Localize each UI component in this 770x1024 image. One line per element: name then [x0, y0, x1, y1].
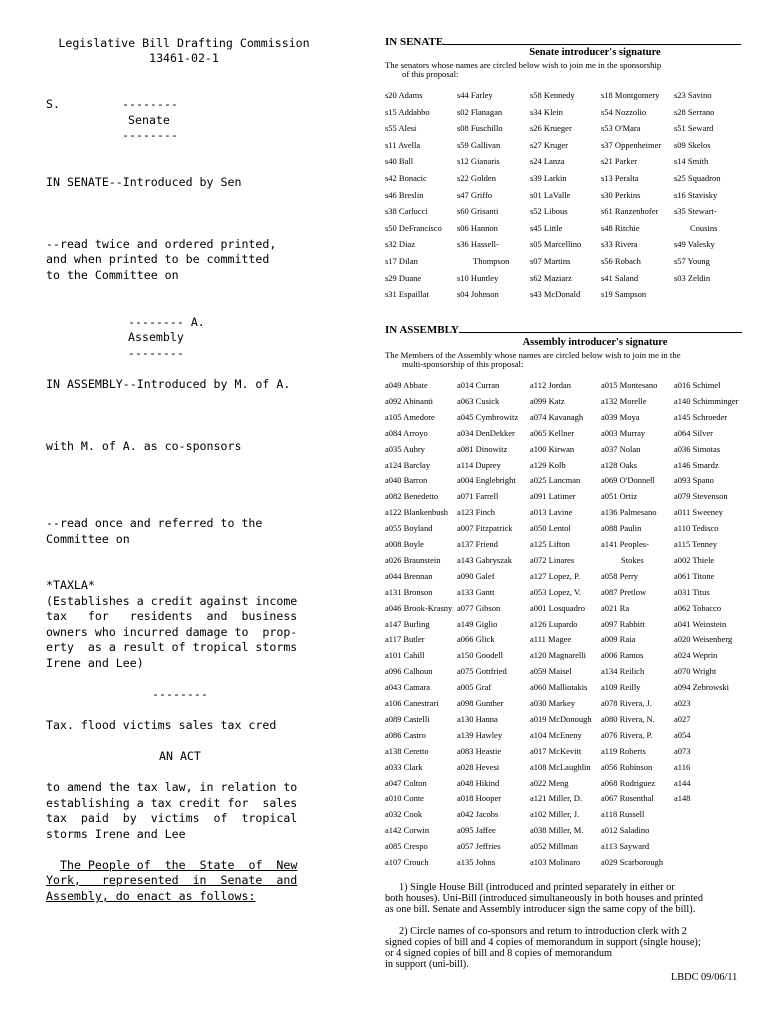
assembly-member[interactable]: a048 Hikind	[457, 777, 500, 788]
senator-member[interactable]: s38 Carlucci	[385, 206, 428, 217]
assembly-member[interactable]: a113 Sayward	[601, 841, 650, 852]
assembly-member[interactable]: a107 Crouch	[385, 857, 429, 867]
senator-member[interactable]: s14 Smith	[674, 156, 709, 167]
assembly-member[interactable]: a090 Galef	[457, 570, 495, 581]
assembly-member[interactable]: a037 Nolan	[601, 443, 641, 454]
senator-member[interactable]: s10 Huntley	[457, 272, 499, 283]
assembly-member[interactable]: Stokes	[621, 554, 644, 565]
senator-member[interactable]: s02 Flanagan	[457, 106, 503, 117]
senate-signature-line[interactable]	[443, 44, 741, 45]
senator-member[interactable]: s22 Golden	[457, 173, 496, 183]
assembly-member[interactable]: a022 Meng	[530, 777, 569, 788]
assembly-member[interactable]: a102 Miller, J.	[530, 809, 580, 820]
senator-member[interactable]: s34 Klein	[530, 106, 563, 117]
senator-member[interactable]: s48 Ritchie	[601, 222, 640, 233]
short-title: Tax. flood victims sales tax cred	[46, 718, 277, 732]
enacting-1: The People of the State of New	[60, 858, 298, 872]
footnote-2-line-1: 2) Circle names of co-sponsors and return to introduction clerk with 2	[399, 926, 687, 937]
assembly-member[interactable]: a096 Calhoun	[385, 666, 433, 677]
assembly-member[interactable]: a089 Castelli	[385, 713, 430, 724]
read-once-2: Committee on	[46, 532, 130, 546]
cosponsors-line: with M. of A. as co-sponsors	[46, 439, 242, 453]
assembly-member[interactable]: a009 Raia	[601, 634, 636, 645]
senator-member[interactable]: s41 Saland	[601, 272, 639, 283]
separator-dashes: --------	[152, 687, 208, 701]
assembly-member[interactable]: a004 Englebright	[457, 475, 516, 486]
assembly-member[interactable]: a071 Farrell	[457, 491, 499, 502]
senator-member[interactable]: s26 Krueger	[530, 123, 572, 134]
assembly-member[interactable]: a092 Abinanti	[385, 395, 433, 406]
senator-member[interactable]: s52 Libous	[530, 206, 568, 217]
assembly-member[interactable]: a017 McKevitt	[530, 745, 582, 756]
assembly-member[interactable]: a134 Reilich	[601, 666, 645, 677]
assembly-member[interactable]: a033 Clark	[385, 761, 423, 772]
assembly-member[interactable]: a106 Canestrari	[385, 698, 439, 708]
assembly-member[interactable]: a069 O'Donnell	[601, 475, 655, 486]
assembly-member[interactable]: a099 Katz	[530, 395, 565, 406]
assembly-header	[385, 324, 742, 336]
assembly-note-1: The Members of the Assembly whose names are circled below wish to join me in the	[385, 350, 681, 360]
senator-member[interactable]: s16 Stavisky	[674, 189, 718, 200]
assembly-member[interactable]: a065 Kellner	[530, 427, 575, 438]
senator-member[interactable]: s49 Valesky	[674, 239, 715, 250]
assembly-member[interactable]: a018 Hooper	[457, 793, 502, 804]
senator-member[interactable]: s19 Sampson	[601, 289, 647, 300]
assembly-member[interactable]: a064 Silver	[674, 427, 713, 438]
assembly-member[interactable]: a019 McDonough	[530, 713, 592, 724]
assembly-member[interactable]: a121 Miller, D.	[530, 793, 583, 804]
senator-member[interactable]: s44 Farley	[457, 90, 493, 100]
senate-s-label: S.	[46, 97, 60, 111]
senator-member[interactable]: s58 Kennedy	[530, 90, 575, 100]
enacting-2: York, represented in Senate and	[46, 873, 298, 887]
act-text-2: establishing a tax credit for sales	[46, 796, 298, 810]
footnote-2-line-4: in support (uni-bill).	[385, 959, 469, 970]
assembly-member[interactable]: a139 Hawley	[457, 729, 503, 740]
taxla-code: *TAXLA*	[46, 578, 95, 592]
senator-member[interactable]: s54 Nozzolio	[601, 106, 647, 117]
senator-member[interactable]: s29 Duane	[385, 272, 422, 283]
senator-member[interactable]: s39 Larkin	[530, 173, 567, 183]
in-senate-intro: IN SENATE--Introduced by Sen	[46, 175, 242, 189]
assembly-member[interactable]: a005 Graf	[457, 682, 492, 693]
senator-member[interactable]: s28 Serrano	[674, 106, 715, 117]
senator-member[interactable]: s21 Parker	[601, 156, 638, 167]
assembly-member[interactable]: a072 Linares	[530, 554, 575, 565]
assembly-member[interactable]: a032 Cook	[385, 809, 423, 820]
senator-member[interactable]: s35 Stewart-	[674, 206, 717, 217]
senator-member[interactable]: s04 Johnson	[457, 289, 499, 300]
assembly-member[interactable]: a059 Maisel	[530, 666, 572, 677]
senate-signature-caption: Senate introducer's signature	[529, 47, 661, 58]
footnote-2-line-2: signed copies of bill and 4 copies of memorandum in support (single house);	[385, 937, 701, 948]
assembly-member[interactable]: a082 Benedetto	[385, 491, 439, 502]
assembly-member[interactable]: a101 Cahill	[385, 650, 425, 661]
senator-member[interactable]: s36 Hassell-	[457, 239, 499, 250]
assembly-member[interactable]: a043 Camara	[385, 682, 431, 693]
assembly-member[interactable]: a075 Gottfried	[457, 666, 507, 677]
assembly-member[interactable]: a030 Markey	[530, 698, 576, 708]
assembly-member[interactable]: a148	[674, 793, 691, 804]
assembly-member[interactable]: a041 Weinstein	[674, 618, 727, 629]
assembly-member[interactable]: a133 Gantt	[457, 586, 495, 597]
assembly-member[interactable]: a054	[674, 729, 691, 740]
assembly-dashes: --------	[128, 346, 184, 360]
purpose-3: owners who incurred damage to prop-	[46, 625, 298, 639]
assembly-member[interactable]: a149 Giglio	[457, 618, 498, 629]
assembly-member[interactable]: a031 Titus	[674, 586, 710, 597]
assembly-member[interactable]: a097 Rabbitt	[601, 618, 645, 629]
assembly-member[interactable]: a046 Brook-Krasny	[385, 602, 453, 613]
assembly-member[interactable]: a007 Fitzpatrick	[457, 523, 513, 534]
senator-member[interactable]: s27 Kruger	[530, 139, 569, 150]
assembly-member[interactable]: a087 Pretlow	[601, 586, 647, 597]
assembly-member[interactable]: a053 Lopez, V.	[530, 586, 582, 597]
senator-member[interactable]: s23 Savino	[674, 90, 712, 100]
senator-member[interactable]: s56 Robach	[601, 256, 641, 266]
assembly-member[interactable]: a036 Simotas	[674, 443, 721, 454]
senator-member[interactable]: s09 Skelos	[674, 139, 711, 150]
assembly-member[interactable]: a062 Tobacco	[674, 602, 722, 613]
footnote-1-line-2: both houses). Uni-Bill (introduced simultaneously in both houses and printed	[385, 893, 704, 904]
senator-member[interactable]: s12 Gianaris	[457, 156, 500, 167]
assembly-member[interactable]: a012 Saladino	[601, 825, 650, 836]
assembly-member[interactable]: a093 Spano	[674, 475, 714, 486]
senator-member[interactable]: s60 Grisanti	[457, 206, 499, 217]
assembly-member[interactable]: a027	[674, 713, 691, 724]
footnote-2-line-3: or 4 signed copies of bill and 8 copies of memorandum	[385, 948, 613, 959]
assembly-member[interactable]: a050 Lentol	[530, 523, 571, 534]
assembly-member[interactable]: a135 Johns	[457, 857, 496, 867]
senator-member[interactable]: s24 Lanza	[530, 156, 565, 167]
assembly-member[interactable]: a080 Rivera, N.	[601, 713, 655, 724]
assembly-member[interactable]: a144	[674, 777, 691, 788]
assembly-member[interactable]: a067 Rosenthal	[601, 793, 654, 804]
senate-note-1: The senators whose names are circled below wish to join me in the sponsorship	[385, 60, 662, 70]
footnote-1-line-3: as one bill. Senate and Assembly introducer sign the same copy of the bill).	[385, 904, 696, 915]
lbdc-date: LBDC 09/06/11	[671, 972, 738, 983]
assembly-member[interactable]: a002 Thiele	[674, 554, 715, 565]
senator-member[interactable]: s62 Maziarz	[530, 272, 572, 283]
senator-member[interactable]: s47 Griffo	[457, 189, 493, 200]
assembly-member[interactable]: a061 Titone	[674, 570, 715, 581]
senator-member[interactable]: s18 Montgomery	[601, 90, 660, 100]
senator-member[interactable]: s06 Hannon	[457, 222, 498, 233]
senator-member[interactable]: s46 Breslin	[385, 189, 424, 200]
assembly-member[interactable]: a034 DenDekker	[457, 427, 515, 438]
assembly-member[interactable]: a143 Gabryszak	[457, 554, 512, 565]
assembly-member[interactable]: a116	[674, 761, 691, 772]
senate-dashes-top: --------	[122, 97, 178, 111]
senator-member[interactable]: s45 Little	[530, 222, 563, 233]
assembly-member[interactable]: a011 Sweeney	[674, 507, 724, 518]
assembly-member[interactable]: a125 Lifton	[530, 539, 570, 549]
assembly-member[interactable]: a024 Weprin	[674, 650, 718, 661]
act-text-4: storms Irene and Lee	[46, 827, 186, 841]
senator-member[interactable]: s32 Diaz	[385, 239, 415, 250]
assembly-member[interactable]: a029 Scarborough	[601, 857, 664, 867]
senator-member[interactable]: Cousins	[690, 222, 718, 233]
assembly-member[interactable]: a078 Rivera, J.	[601, 698, 652, 708]
senator-member[interactable]: s20 Adams	[385, 90, 423, 100]
assembly-member[interactable]: a074 Kavanagh	[530, 411, 584, 422]
assembly-member[interactable]: a127 Lopez, P.	[530, 570, 581, 581]
purpose-4: erty as a result of tropical storms	[46, 640, 298, 654]
assembly-member[interactable]: a028 Hevesi	[457, 761, 500, 772]
assembly-member[interactable]: a057 Jeffries	[457, 841, 501, 852]
assembly-member[interactable]: a118 Russell	[601, 809, 645, 820]
assembly-heading: Assembly	[128, 330, 184, 344]
assembly-member[interactable]: a023	[674, 698, 691, 708]
assembly-member[interactable]: a119 Roberts	[601, 745, 646, 756]
bill-number: 13461-02-1	[149, 51, 219, 65]
assembly-member[interactable]: a123 Finch	[457, 507, 496, 518]
assembly-member[interactable]: a126 Lupardo	[530, 618, 578, 629]
senator-member[interactable]: s05 Marcellino	[530, 239, 582, 250]
senate-dashes-bottom: --------	[122, 128, 178, 142]
assembly-member[interactable]: a088 Paulin	[601, 523, 642, 534]
assembly-member[interactable]: a145 Schroeder	[674, 411, 728, 422]
purpose-5: Irene and Lee)	[46, 656, 144, 670]
read-once-1: --read once and referred to the	[46, 516, 263, 530]
assembly-member[interactable]: a120 Magnarelli	[530, 650, 586, 661]
assembly-member[interactable]: a095 Jaffee	[457, 825, 496, 836]
senator-member[interactable]: Thompson	[473, 256, 510, 266]
senator-member[interactable]: s53 O'Mara	[601, 123, 641, 134]
an-act-heading: AN ACT	[159, 749, 201, 763]
assembly-member[interactable]: a044 Brennan	[385, 570, 433, 581]
assembly-member[interactable]: a141 Peoples-	[601, 539, 649, 549]
assembly-member[interactable]: a015 Montesano	[601, 380, 658, 390]
assembly-member[interactable]: a040 Barron	[385, 475, 428, 486]
assembly-note-2: multi-sponsorship of this proposal:	[402, 359, 524, 369]
assembly-member[interactable]: a068 Rodriguez	[601, 777, 656, 788]
assembly-member[interactable]: a056 Robinson	[601, 761, 653, 772]
assembly-member[interactable]: a114 Duprey	[457, 459, 501, 470]
senator-member[interactable]: s17 Dilan	[385, 256, 418, 266]
assembly-header-label: IN ASSEMBLY	[385, 324, 459, 336]
assembly-member[interactable]: a146 Smardz	[674, 459, 719, 470]
assembly-member[interactable]: a049 Abbate	[385, 380, 428, 390]
assembly-member[interactable]: a104 McEneny	[530, 729, 582, 740]
senator-member[interactable]: s30 Perkins	[601, 189, 641, 200]
senator-member[interactable]: s55 Alesi	[385, 123, 417, 134]
assembly-signature-line[interactable]	[459, 332, 742, 333]
assembly-member[interactable]: a042 Jacobs	[457, 809, 499, 820]
assembly-member[interactable]: a111 Magee	[530, 634, 572, 645]
senator-member[interactable]: s07 Martins	[530, 256, 571, 266]
act-text-1: to amend the tax law, in relation to	[46, 780, 298, 794]
assembly-member[interactable]: a136 Palmesano	[601, 507, 657, 518]
assembly-member[interactable]: a035 Aubry	[385, 443, 425, 454]
in-assembly-intro: IN ASSEMBLY--Introduced by M. of A.	[46, 377, 291, 391]
assembly-member[interactable]: a055 Boyland	[385, 523, 433, 534]
senator-member[interactable]: s40 Ball	[385, 156, 414, 167]
assembly-member[interactable]: a014 Curran	[457, 380, 500, 390]
assembly-member[interactable]: a006 Ramos	[601, 650, 644, 661]
assembly-member[interactable]: a016 Schimel	[674, 380, 721, 390]
assembly-member[interactable]: a013 Lavine	[530, 507, 573, 518]
assembly-member[interactable]: a060 Malliotakis	[530, 682, 588, 693]
assembly-member[interactable]: a140 Schimminger	[674, 395, 739, 406]
assembly-member[interactable]: a108 McLaughlin	[530, 761, 591, 772]
senator-member[interactable]: s59 Gallivan	[457, 139, 501, 150]
senator-member[interactable]: s57 Young	[674, 256, 710, 266]
assembly-member[interactable]: a085 Crespo	[385, 841, 428, 852]
senator-member[interactable]: s50 DeFrancisco	[385, 222, 442, 233]
senate-header-label: IN SENATE	[385, 36, 444, 48]
commission-name: Legislative Bill Drafting Commission	[58, 36, 310, 50]
purpose-1: (Establishes a credit against income	[46, 594, 298, 608]
senator-member[interactable]: s25 Squadron	[674, 173, 721, 183]
assembly-a-label: -------- A.	[128, 315, 205, 329]
assembly-member[interactable]: a086 Castro	[385, 729, 426, 740]
enacting-3: Assembly, do enact as follows:	[46, 889, 256, 903]
assembly-member[interactable]: a150 Goodell	[457, 650, 504, 661]
assembly-member[interactable]: a038 Miller, M.	[530, 825, 584, 836]
assembly-member[interactable]: a091 Latimer	[530, 491, 576, 502]
assembly-member[interactable]: a058 Perry	[601, 570, 639, 581]
senator-member[interactable]: s08 Fuschillo	[457, 123, 503, 134]
read-twice-2: and when printed to be committed	[46, 252, 270, 266]
senator-member[interactable]: s15 Addabbo	[385, 106, 430, 117]
assembly-member[interactable]: a137 Friend	[457, 539, 498, 549]
assembly-member[interactable]: a130 Hanna	[457, 713, 498, 724]
footnote-1-line-1: 1) Single House Bill (introduced and printed separately in either or	[399, 882, 675, 893]
assembly-signature-caption: Assembly introducer's signature	[522, 337, 668, 348]
assembly-member[interactable]: a084 Arroyo	[385, 427, 428, 438]
assembly-member[interactable]: a025 Lancman	[530, 475, 581, 486]
assembly-member[interactable]: a100 Kirwan	[530, 443, 575, 454]
assembly-member[interactable]: a026 Braunstein	[385, 554, 441, 565]
senator-member[interactable]: s11 Avella	[385, 139, 421, 150]
assembly-member[interactable]: a147 Burling	[385, 618, 430, 629]
assembly-member[interactable]: a128 Oaks	[601, 459, 638, 470]
assembly-member[interactable]: a077 Gibson	[457, 602, 501, 613]
assembly-member[interactable]: a103 Molinaro	[530, 857, 581, 867]
assembly-member[interactable]: a045 Cymbrowitz	[457, 411, 519, 422]
assembly-member[interactable]: a003 Murray	[601, 427, 646, 438]
assembly-member[interactable]: a066 Glick	[457, 634, 495, 645]
assembly-member[interactable]: a138 Ceretto	[385, 745, 429, 756]
senator-member[interactable]: s42 Bonacic	[385, 173, 427, 183]
senator-member[interactable]: s03 Zeldin	[674, 272, 711, 283]
assembly-member[interactable]: a047 Colton	[385, 777, 427, 788]
assembly-member[interactable]: a051 Ortiz	[601, 491, 638, 502]
assembly-member[interactable]: a109 Reilly	[601, 682, 641, 693]
assembly-member[interactable]: a142 Corwin	[385, 825, 430, 836]
assembly-member[interactable]: a117 Butler	[385, 634, 425, 645]
assembly-member[interactable]: a008 Boyle	[385, 539, 424, 549]
assembly-member[interactable]: a063 Cusick	[457, 395, 500, 406]
assembly-member[interactable]: a052 Millman	[530, 841, 578, 852]
assembly-member[interactable]: a112 Jordan	[530, 380, 571, 390]
assembly-member[interactable]: a129 Kolb	[530, 459, 566, 470]
assembly-member[interactable]: a076 Rivera, P.	[601, 729, 653, 740]
senator-member[interactable]: s51 Seward	[674, 123, 714, 134]
read-twice-3: to the Committee on	[46, 268, 179, 282]
assembly-member[interactable]: a021 Ra	[601, 602, 630, 613]
assembly-member[interactable]: a122 Blankenbush	[385, 507, 449, 518]
senator-member[interactable]: s43 McDonald	[530, 289, 581, 300]
assembly-member[interactable]: a110 Tedisco	[674, 523, 719, 534]
senator-member[interactable]: s37 Oppenheimer	[601, 139, 662, 150]
assembly-member[interactable]: a131 Bronson	[385, 586, 433, 597]
assembly-member[interactable]: a070 Wright	[674, 666, 717, 677]
senator-member[interactable]: s13 Peralta	[601, 173, 639, 183]
assembly-member[interactable]: a124 Barclay	[385, 459, 431, 470]
act-text-3: tax paid by victims of tropical	[46, 811, 298, 825]
assembly-member[interactable]: a132 Morelle	[601, 395, 647, 406]
assembly-member[interactable]: a094 Zebrowski	[674, 682, 730, 693]
assembly-member[interactable]: a001 Losquadro	[530, 602, 586, 613]
assembly-member[interactable]: a083 Heastie	[457, 745, 502, 756]
assembly-member[interactable]: a105 Amedore	[385, 411, 435, 422]
senator-member[interactable]: s61 Ranzenhofer	[601, 206, 659, 217]
assembly-member[interactable]: a079 Stevenson	[674, 491, 728, 502]
senator-member[interactable]: s31 Espaillat	[385, 289, 429, 300]
assembly-member[interactable]: a039 Moya	[601, 411, 640, 422]
assembly-member[interactable]: a081 Dinowitz	[457, 443, 508, 454]
read-twice-1: --read twice and ordered printed,	[46, 237, 277, 251]
senator-member[interactable]: s33 Rivera	[601, 239, 638, 250]
senate-note-2: of this proposal:	[402, 69, 459, 79]
assembly-member[interactable]: a020 Weisenberg	[674, 634, 733, 645]
assembly-member[interactable]: a010 Conte	[385, 793, 424, 804]
assembly-member[interactable]: a098 Gunther	[457, 698, 504, 708]
purpose-2: tax for residents and business	[46, 609, 298, 623]
assembly-member[interactable]: a115 Tenney	[674, 539, 718, 549]
assembly-member[interactable]: a073	[674, 745, 691, 756]
senate-heading: Senate	[128, 113, 170, 127]
senator-member[interactable]: s01 LaValle	[530, 189, 571, 200]
